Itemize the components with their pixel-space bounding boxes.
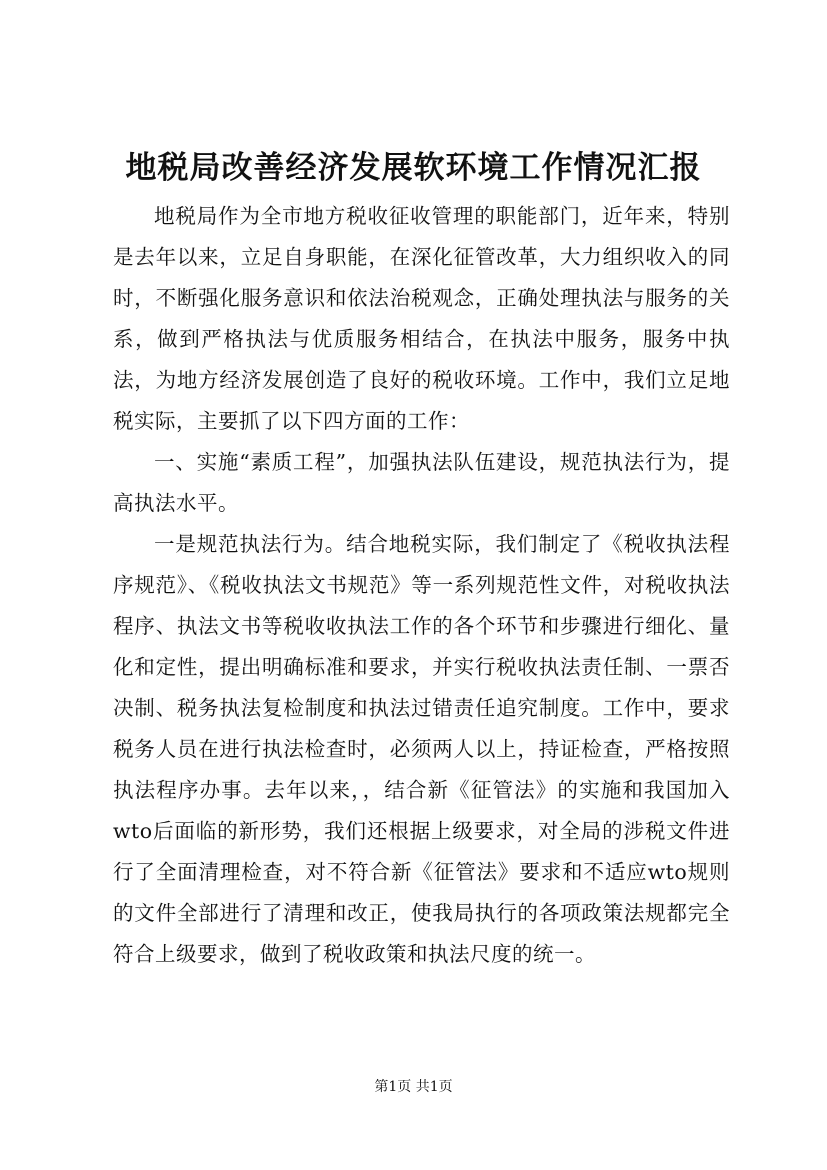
page-number-footer: 第1页 共1页 xyxy=(374,1079,453,1095)
document-title: 地税局改善经济发展软环境工作情况汇报 xyxy=(125,150,702,186)
paragraph-section-heading: 一、实施“素质工程”，加强执法队伍建设，规范执法行为，提高执法水平。 xyxy=(113,450,730,515)
paragraph-intro: 地税局作为全市地方税收征收管理的职能部门，近年来，特别是去年以来，立足自身职能，在深化征管改革，大力组织收入的同时，不断强化服务意识和依法治税观念，正确处理执法与服务的关系，做到严格执法与优质服务相结合，在执法中服务，服务中执法，为地方经济发展创造了良好的税收环境。工作中，我们立足地税实际，主要抓了以下四方面的工作： xyxy=(113,204,730,433)
paragraph-standardize-enforcement: 一是规范执法行为。结合地税实际，我们制定了《税收执法程序规范》、《税收执法文书规范》等一系列规范性文件，对税收执法程序、执法文书等税收收执法工作的各个环节和步骤进行细化、量化和定性，提出明确标准和要求，并实行税收执法责任制、一票否决制、税务执法复检制度和执法过错责任追究制度。工作中，要求税务人员在进行执法检查时，必须两人以上，持证检查，严格按照执法程序办事。去年以来，，结合新《征管法》的实施和我国加入wto后面临的新形势，我们还根据上级要求，对全局的涉税文件进行了全面清理检查，对不符合新《征管法》要求和不适应wto规则的文件全部进行了清理和改正，使我局执行的各项政策法规都完全符合上级要求，做到了税收政策和执法尺度的统一。 xyxy=(113,532,730,966)
document-body xyxy=(113,196,730,975)
